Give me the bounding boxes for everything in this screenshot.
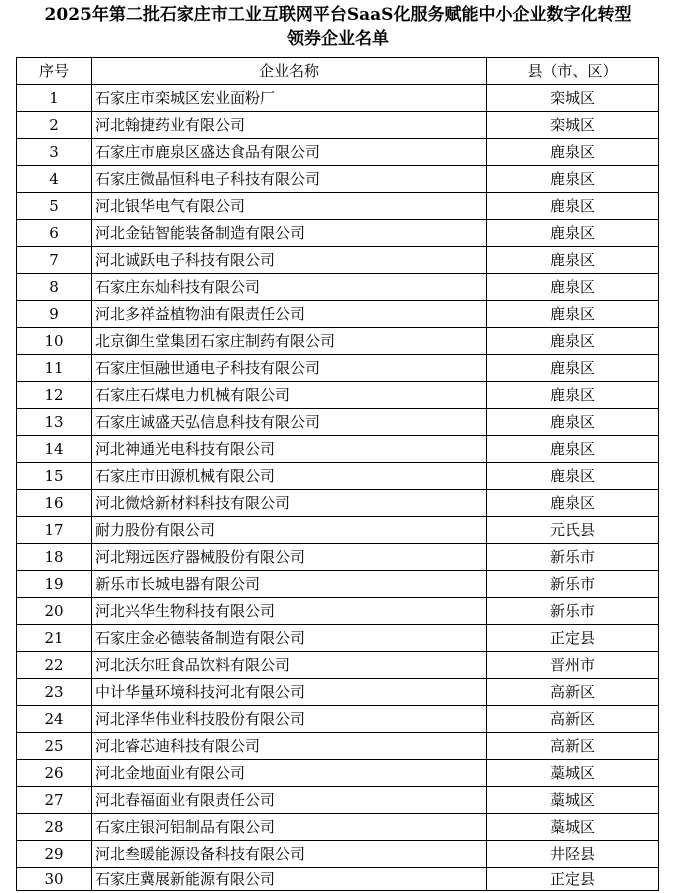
table-row <box>17 409 659 436</box>
row-county: 高新区 <box>487 679 659 706</box>
row-serial-number: 25 <box>17 733 92 760</box>
table-row <box>17 841 659 868</box>
header-company-name: 企业名称 <box>92 58 487 85</box>
row-serial-number: 26 <box>17 760 92 787</box>
header-row <box>17 58 659 85</box>
table-row <box>17 868 659 891</box>
row-serial-number: 11 <box>17 355 92 382</box>
row-company-name: 耐力股份有限公司 <box>92 517 487 544</box>
row-serial-number: 4 <box>17 166 92 193</box>
row-county: 鹿泉区 <box>487 382 659 409</box>
row-company-name: 河北神通光电科技有限公司 <box>92 436 487 463</box>
row-county: 鹿泉区 <box>487 463 659 490</box>
row-serial-number: 30 <box>17 868 92 891</box>
table-row <box>17 463 659 490</box>
table-row <box>17 328 659 355</box>
enterprise-table <box>16 57 659 891</box>
row-company-name: 河北叁暖能源设备科技有限公司 <box>92 841 487 868</box>
row-serial-number: 1 <box>17 85 92 112</box>
row-county: 鹿泉区 <box>487 220 659 247</box>
header-county: 县（市、区） <box>487 58 659 85</box>
table-row <box>17 679 659 706</box>
row-company-name: 河北泽华伟业科技股份有限公司 <box>92 706 487 733</box>
row-serial-number: 7 <box>17 247 92 274</box>
row-serial-number: 28 <box>17 814 92 841</box>
row-county: 鹿泉区 <box>487 274 659 301</box>
row-company-name: 石家庄市栾城区宏业面粉厂 <box>92 85 487 112</box>
row-serial-number: 20 <box>17 598 92 625</box>
row-serial-number: 21 <box>17 625 92 652</box>
row-company-name: 河北金地面业有限公司 <box>92 760 487 787</box>
table-row <box>17 112 659 139</box>
row-county: 鹿泉区 <box>487 328 659 355</box>
row-company-name: 石家庄东灿科技有限公司 <box>92 274 487 301</box>
title-line-2: 领券企业名单 <box>287 29 389 49</box>
row-serial-number: 12 <box>17 382 92 409</box>
table-row <box>17 625 659 652</box>
row-serial-number: 18 <box>17 544 92 571</box>
table-row <box>17 274 659 301</box>
document-title <box>0 3 676 51</box>
row-serial-number: 15 <box>17 463 92 490</box>
row-company-name: 河北兴华生物科技有限公司 <box>92 598 487 625</box>
row-company-name: 河北金钻智能装备制造有限公司 <box>92 220 487 247</box>
table-row <box>17 571 659 598</box>
row-serial-number: 23 <box>17 679 92 706</box>
row-company-name: 石家庄石煤电力机械有限公司 <box>92 382 487 409</box>
table-row <box>17 760 659 787</box>
table-row <box>17 517 659 544</box>
row-company-name: 河北多祥益植物油有限责任公司 <box>92 301 487 328</box>
row-serial-number: 6 <box>17 220 92 247</box>
row-company-name: 河北沃尔旺食品饮料有限公司 <box>92 652 487 679</box>
row-serial-number: 17 <box>17 517 92 544</box>
row-company-name: 河北睿芯迪科技有限公司 <box>92 733 487 760</box>
header-serial-number: 序号 <box>17 58 92 85</box>
row-county: 新乐市 <box>487 571 659 598</box>
row-county: 栾城区 <box>487 85 659 112</box>
row-company-name: 河北诚跃电子科技有限公司 <box>92 247 487 274</box>
row-county: 新乐市 <box>487 598 659 625</box>
row-serial-number: 14 <box>17 436 92 463</box>
row-county: 正定县 <box>487 625 659 652</box>
row-serial-number: 16 <box>17 490 92 517</box>
table-row <box>17 490 659 517</box>
row-serial-number: 8 <box>17 274 92 301</box>
table-row <box>17 787 659 814</box>
table-header <box>17 58 659 85</box>
table-body <box>17 85 659 891</box>
row-county: 正定县 <box>487 868 659 891</box>
row-county: 鹿泉区 <box>487 139 659 166</box>
row-serial-number: 2 <box>17 112 92 139</box>
table-row <box>17 382 659 409</box>
row-county: 高新区 <box>487 706 659 733</box>
row-serial-number: 10 <box>17 328 92 355</box>
row-company-name: 河北微焓新材料科技有限公司 <box>92 490 487 517</box>
row-serial-number: 27 <box>17 787 92 814</box>
row-company-name: 河北翔远医疗器械股份有限公司 <box>92 544 487 571</box>
table-row <box>17 301 659 328</box>
row-serial-number: 29 <box>17 841 92 868</box>
row-county: 鹿泉区 <box>487 355 659 382</box>
row-company-name: 石家庄冀展新能源有限公司 <box>92 868 487 891</box>
table-row <box>17 544 659 571</box>
table-row <box>17 598 659 625</box>
row-county: 井陉县 <box>487 841 659 868</box>
row-county: 元氏县 <box>487 517 659 544</box>
row-serial-number: 13 <box>17 409 92 436</box>
row-company-name: 新乐市长城电器有限公司 <box>92 571 487 598</box>
row-company-name: 北京御生堂集团石家庄制药有限公司 <box>92 328 487 355</box>
row-company-name: 石家庄银河铝制品有限公司 <box>92 814 487 841</box>
row-county: 栾城区 <box>487 112 659 139</box>
row-company-name: 石家庄诚盛天弘信息科技有限公司 <box>92 409 487 436</box>
table-row <box>17 85 659 112</box>
row-county: 鹿泉区 <box>487 247 659 274</box>
table-row <box>17 814 659 841</box>
table-row <box>17 139 659 166</box>
row-county: 鹿泉区 <box>487 166 659 193</box>
row-county: 新乐市 <box>487 544 659 571</box>
row-county: 鹿泉区 <box>487 490 659 517</box>
row-company-name: 中计华量环境科技河北有限公司 <box>92 679 487 706</box>
row-company-name: 石家庄恒融世通电子科技有限公司 <box>92 355 487 382</box>
table-row <box>17 166 659 193</box>
table-row <box>17 355 659 382</box>
table-row <box>17 706 659 733</box>
table-row <box>17 733 659 760</box>
table-row <box>17 193 659 220</box>
table-row <box>17 436 659 463</box>
row-serial-number: 9 <box>17 301 92 328</box>
row-company-name: 石家庄市鹿泉区盛达食品有限公司 <box>92 139 487 166</box>
row-company-name: 河北翰捷药业有限公司 <box>92 112 487 139</box>
row-company-name: 河北春福面业有限责任公司 <box>92 787 487 814</box>
row-serial-number: 3 <box>17 139 92 166</box>
row-company-name: 石家庄微晶恒科电子科技有限公司 <box>92 166 487 193</box>
row-county: 晋州市 <box>487 652 659 679</box>
row-county: 藁城区 <box>487 760 659 787</box>
row-county: 鹿泉区 <box>487 193 659 220</box>
table-row <box>17 247 659 274</box>
row-county: 鹿泉区 <box>487 409 659 436</box>
row-county: 鹿泉区 <box>487 301 659 328</box>
row-serial-number: 19 <box>17 571 92 598</box>
row-company-name: 河北银华电气有限公司 <box>92 193 487 220</box>
table-row <box>17 220 659 247</box>
row-county: 藁城区 <box>487 814 659 841</box>
table-row <box>17 652 659 679</box>
title-line-1: 2025年第二批石家庄市工业互联网平台SaaS化服务赋能中小企业数字化转型 <box>44 5 632 25</box>
row-serial-number: 24 <box>17 706 92 733</box>
row-county: 高新区 <box>487 733 659 760</box>
row-company-name: 石家庄金必德装备制造有限公司 <box>92 625 487 652</box>
row-company-name: 石家庄市田源机械有限公司 <box>92 463 487 490</box>
row-serial-number: 5 <box>17 193 92 220</box>
row-serial-number: 22 <box>17 652 92 679</box>
row-county: 鹿泉区 <box>487 436 659 463</box>
row-county: 藁城区 <box>487 787 659 814</box>
